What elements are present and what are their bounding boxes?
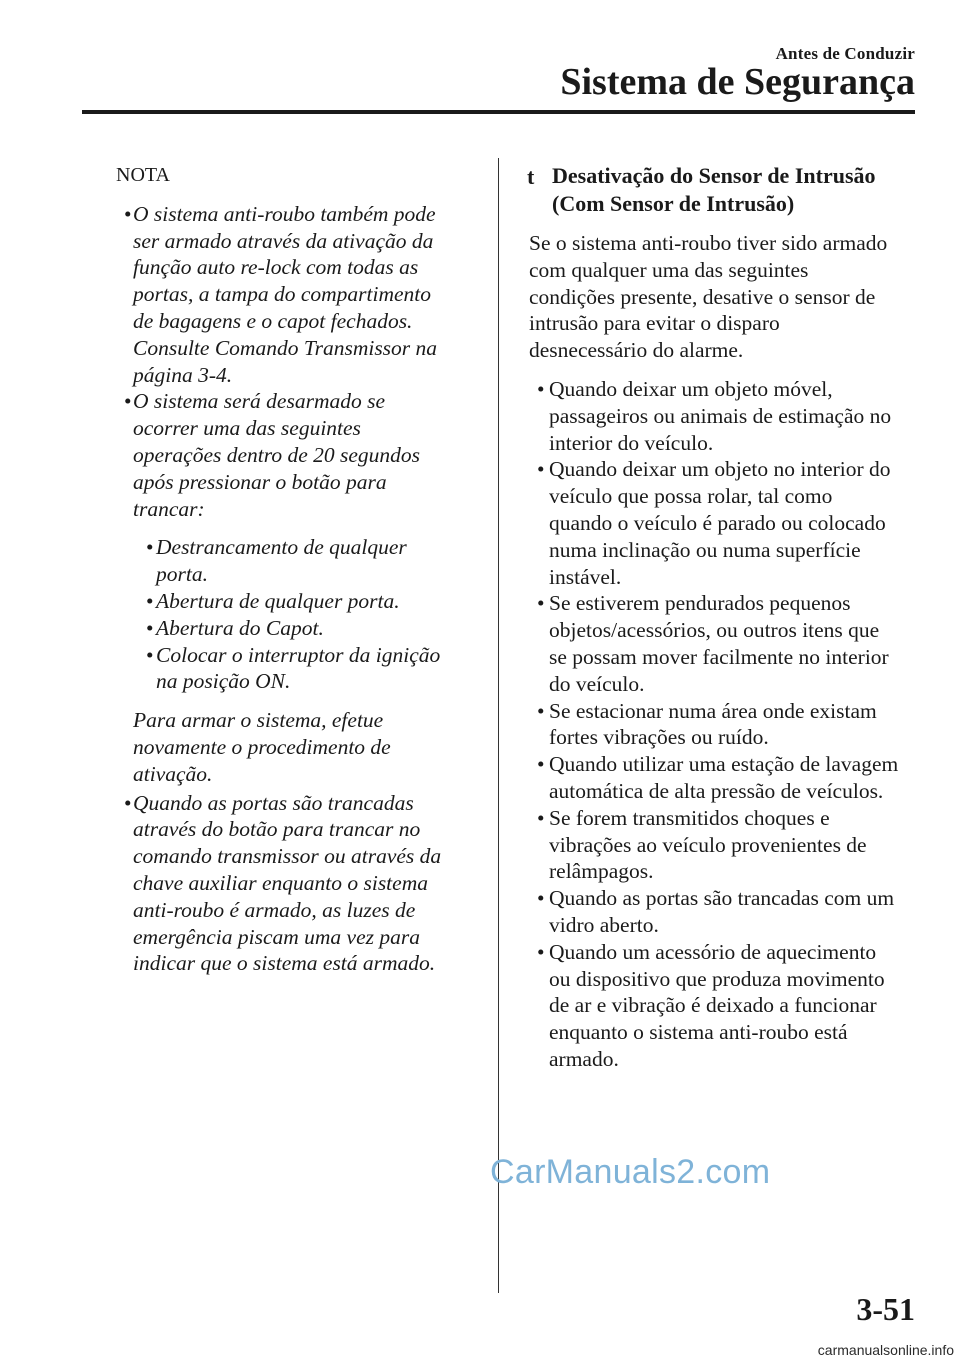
- bullet-dot: •: [146, 535, 154, 560]
- note-column: [100, 162, 480, 977]
- section-title: Sistema de Segurança: [560, 61, 915, 103]
- paragraph-line: intrusão para evitar o disparo: [529, 311, 780, 336]
- paragraph-line: desnecessário do alarme.: [529, 338, 744, 363]
- bullet-line: O sistema será desarmado se: [133, 389, 386, 414]
- note-bullet: [100, 388, 480, 522]
- note-paragraph: [100, 707, 480, 787]
- bullet-line: numa inclinação ou numa superfície: [549, 537, 861, 562]
- condition-bullet: [529, 751, 919, 805]
- bullet-line: veículo que possa rolar, tal como: [549, 484, 833, 509]
- bullet-dot: •: [124, 790, 132, 815]
- bullet-line: portas, a tampa do compartimento: [133, 282, 432, 307]
- bullet-line: automática de alta pressão de veículos.: [549, 778, 884, 803]
- note-bullet: [100, 790, 480, 978]
- bullet-line: Se estiverem pendurados pequenos: [549, 591, 851, 616]
- bullet-dot: •: [146, 642, 154, 667]
- bullet-line: comando transmissor ou através da: [133, 844, 442, 869]
- note-label: NOTA: [116, 164, 170, 186]
- heading-line: Desativação do Sensor de Intrusão: [552, 163, 876, 188]
- bullet-line: emergência piscam uma vez para: [133, 924, 420, 949]
- bullet-line: Abertura do Capot.: [156, 615, 324, 640]
- bullet-line: indicar que o sistema está armado.: [133, 951, 436, 976]
- sub-bullet: [100, 534, 480, 588]
- column-divider: [498, 158, 499, 1293]
- bullet-line: trancar:: [133, 496, 205, 521]
- bullet-line: ser armado através da ativação da: [133, 228, 434, 253]
- bullet-dot: •: [146, 588, 154, 613]
- header-rule: [82, 110, 915, 114]
- bullet-dot: •: [537, 591, 545, 616]
- bullet-line: na posição ON.: [156, 669, 291, 694]
- page-number: 3-51: [856, 1291, 915, 1327]
- condition-bullet: [529, 885, 919, 939]
- note-bullet: [100, 201, 480, 389]
- bullet-line: se possam mover facilmente no interior: [549, 644, 889, 669]
- bullet-line: Consulte Comando Transmissor na: [133, 335, 438, 360]
- bullet-line: Quando as portas são trancadas com um: [549, 886, 895, 911]
- paragraph-line: Para armar o sistema, efetue: [133, 708, 384, 733]
- bullet-line: Destrancamento de qualquer: [156, 535, 407, 560]
- bullet-dot: •: [537, 886, 545, 911]
- sub-bullet-list: [100, 534, 480, 695]
- bullet-line: fortes vibrações ou ruído.: [549, 725, 769, 750]
- bullet-line: Abertura de qualquer porta.: [156, 588, 400, 613]
- bullet-dot: •: [537, 457, 545, 482]
- bullet-line: Se estacionar numa área onde existam: [549, 698, 877, 723]
- bullet-line: Quando um acessório de aquecimento: [549, 939, 877, 964]
- bullet-line: vidro aberto.: [549, 912, 659, 937]
- sub-bullet: [100, 615, 480, 642]
- condition-bullet: [529, 456, 919, 590]
- intrusion-sensor-section: [529, 162, 919, 1073]
- paragraph-line: com qualquer uma das seguintes: [529, 257, 809, 282]
- paragraph-line: ativação.: [133, 761, 213, 786]
- bullet-line: O sistema anti-roubo também pode: [133, 201, 436, 226]
- bullet-dot: •: [537, 805, 545, 830]
- bullet-line: através do botão para trancar no: [133, 817, 421, 842]
- bullet-line: Quando utilizar uma estação de lavagem: [549, 752, 899, 777]
- heading-line: (Com Sensor de Intrusão): [552, 191, 795, 216]
- bullet-dot: •: [537, 752, 545, 777]
- section-marker: t: [527, 164, 535, 189]
- bullet-line: armado.: [549, 1046, 619, 1071]
- paragraph-line: Se o sistema anti-roubo tiver sido armado: [529, 231, 888, 255]
- bullet-line: página 3-4.: [133, 362, 233, 387]
- bullet-dot: •: [537, 698, 545, 723]
- bullet-line: de ar e vibração é deixado a funcionar: [549, 993, 877, 1018]
- bullet-dot: •: [124, 389, 132, 414]
- bullet-line: Quando as portas são trancadas: [133, 790, 414, 815]
- bullet-line: de bagagens e o capot fechados.: [133, 308, 413, 333]
- bullet-line: Quando deixar um objeto móvel,: [549, 376, 833, 401]
- bullet-line: interior do veículo.: [549, 430, 714, 455]
- bullet-line: relâmpagos.: [549, 859, 654, 884]
- intro-paragraph: [529, 230, 919, 364]
- condition-bullet: [529, 939, 919, 1073]
- bullet-dot: •: [537, 376, 545, 401]
- sub-bullet: [100, 588, 480, 615]
- bullet-dot: •: [537, 939, 545, 964]
- bullet-line: porta.: [156, 562, 208, 587]
- bullet-line: ocorrer uma das seguintes: [133, 416, 361, 441]
- bullet-line: do veículo.: [549, 671, 645, 696]
- watermark-logo: CarManuals2.com: [490, 1153, 771, 1191]
- bullet-line: vibrações ao veículo provenientes de: [549, 832, 867, 857]
- bullet-line: ou dispositivo que produza movimento: [549, 966, 885, 991]
- bullet-line: anti-roubo é armado, as luzes de: [133, 897, 416, 922]
- bullet-line: quando o veículo é parado ou colocado: [549, 510, 886, 535]
- bullet-line: passageiros ou animais de estimação no: [549, 403, 892, 428]
- footer-link[interactable]: carmanualsonline.info: [817, 1342, 954, 1358]
- section-heading: [529, 162, 919, 218]
- bullet-line: chave auxiliar enquanto o sistema: [133, 870, 428, 895]
- bullet-line: após pressionar o botão para: [133, 469, 387, 494]
- bullet-dot: •: [146, 615, 154, 640]
- condition-bullet: [529, 376, 919, 456]
- bullet-line: instável.: [549, 564, 622, 589]
- paragraph-line: novamente o procedimento de: [133, 734, 391, 759]
- bullet-line: Se forem transmitidos choques e: [549, 805, 830, 830]
- bullet-line: Quando deixar um objeto no interior do: [549, 457, 891, 482]
- condition-bullet: [529, 698, 919, 752]
- bullet-line: função auto re-lock com todas as: [133, 255, 419, 280]
- bullet-line: objetos/acessórios, ou outros itens que: [549, 618, 880, 643]
- condition-bullet: [529, 805, 919, 885]
- chapter-title: Antes de Conduzir: [775, 44, 915, 63]
- sub-bullet: [100, 642, 480, 696]
- condition-bullet: [529, 590, 919, 697]
- paragraph-line: condições presente, desative o sensor de: [529, 284, 876, 309]
- bullet-line: enquanto o sistema anti-roubo está: [549, 1020, 848, 1045]
- bullet-dot: •: [124, 201, 132, 226]
- bullet-line: operações dentro de 20 segundos: [133, 442, 421, 467]
- bullet-line: Colocar o interruptor da ignição: [156, 642, 441, 667]
